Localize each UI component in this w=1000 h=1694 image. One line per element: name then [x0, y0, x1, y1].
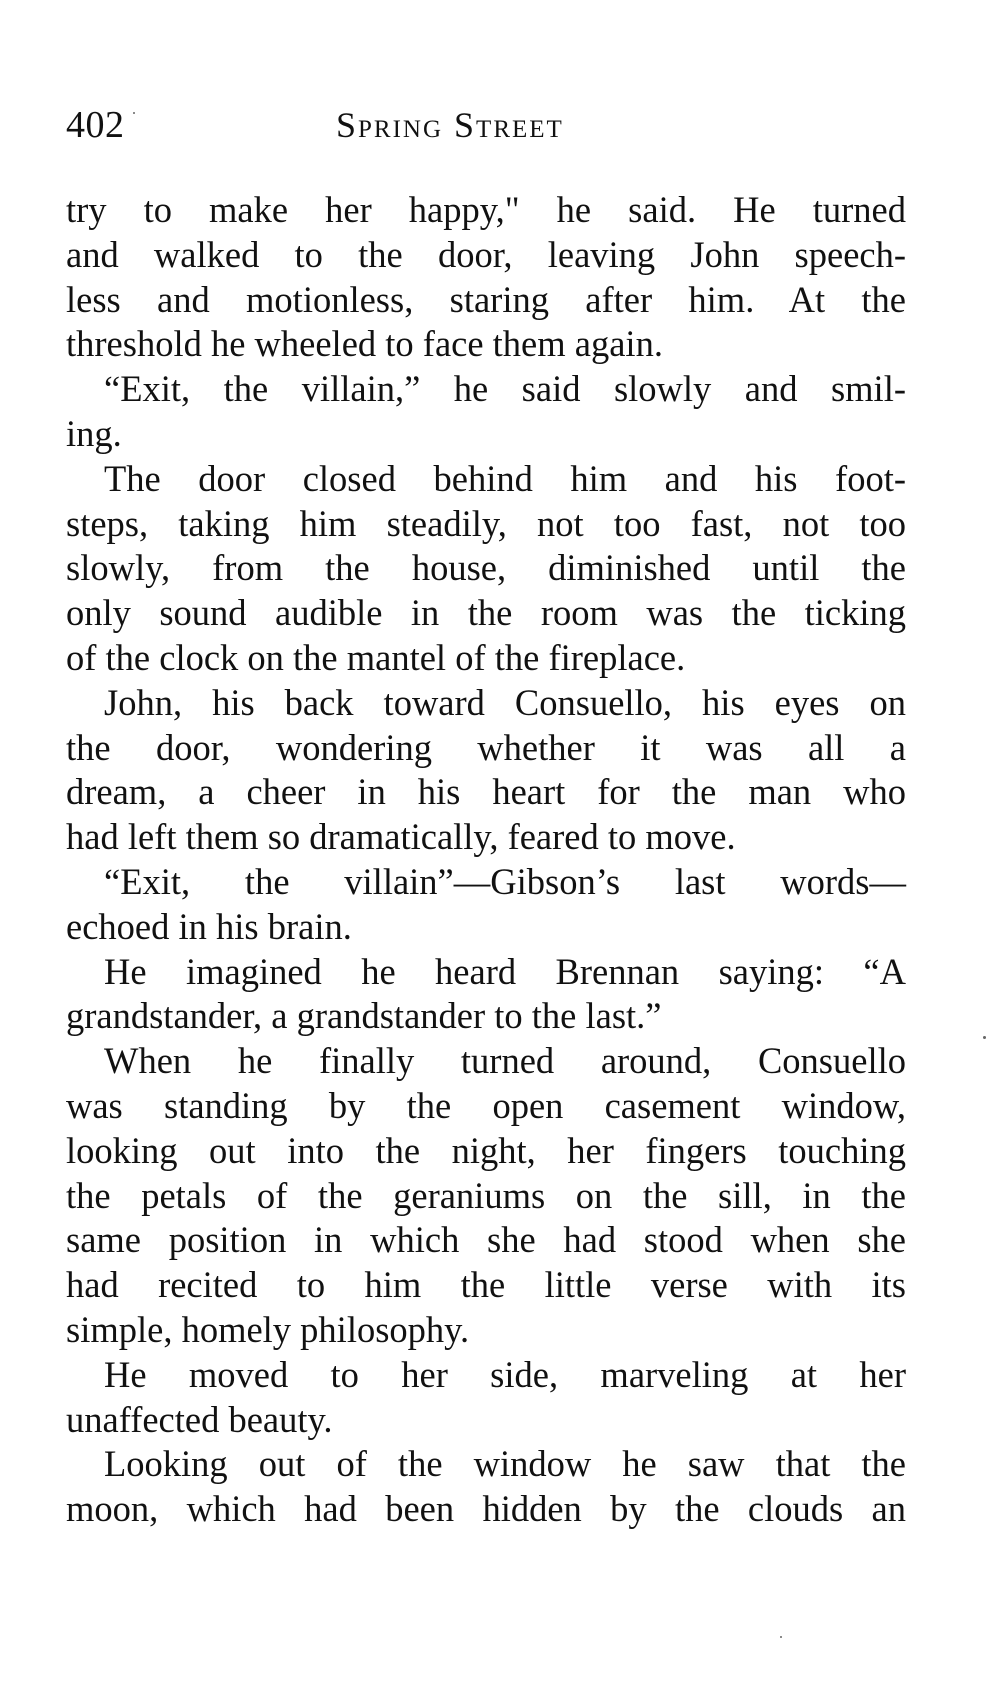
text-line: echoed in his brain.: [66, 905, 352, 947]
text-line: simple, homely philosophy.: [66, 1308, 470, 1350]
paragraph: [66, 1442, 906, 1532]
text-line: of the clock on the mantel of the fireplace.: [66, 636, 686, 678]
body-text: [66, 188, 906, 1532]
text-line: He moved to her side, marveling at her: [104, 1353, 906, 1395]
text-line: the door, wondering whether it was all a: [66, 726, 906, 768]
text-line: unaffected beauty.: [66, 1398, 333, 1440]
print-speck: [133, 112, 135, 114]
print-speck: [780, 1636, 782, 1638]
running-head: [66, 100, 906, 150]
print-speck: [983, 1036, 986, 1039]
paragraph: [66, 367, 906, 457]
text-line: He imagined he heard Brennan saying: “A: [104, 950, 906, 992]
text-line: ing.: [66, 412, 122, 454]
text-line: threshold he wheeled to face them again.: [66, 323, 663, 365]
text-line: Looking out of the window he saw that the: [104, 1443, 906, 1485]
text-line: When he finally turned around, Consuello: [104, 1040, 906, 1082]
text-line: looking out into the night, her fingers touching: [66, 1129, 906, 1171]
text-line: less and motionless, staring after him. At the: [66, 278, 906, 320]
text-line: try to make her happy," he said. He turned: [66, 189, 906, 230]
text-line: John, his back toward Consuello, his eyes on: [104, 681, 906, 723]
text-line: had left them so dramatically, feared to move.: [66, 816, 736, 858]
text-line: steps, taking him steadily, not too fast, not too: [66, 502, 906, 544]
text-line: The door closed behind him and his foot-: [104, 457, 906, 499]
text-line: slowly, from the house, diminished until the: [66, 547, 906, 589]
paragraph: [66, 457, 906, 681]
paragraph: [66, 950, 906, 1040]
text-line: moon, which had been hidden by the clouds an: [66, 1488, 906, 1530]
text-line: “Exit, the villain,” he said slowly and smil-: [104, 368, 906, 410]
paragraph: [66, 860, 906, 950]
text-line: dream, a cheer in his heart for the man who: [66, 771, 906, 813]
paragraph: [66, 681, 906, 860]
paragraph: [66, 1039, 906, 1353]
text-line: had recited to him the little verse with its: [66, 1264, 906, 1306]
paragraph: [66, 1353, 906, 1443]
text-line: same position in which she had stood when she: [66, 1219, 906, 1261]
paragraph: [66, 188, 906, 367]
text-line: and walked to the door, leaving John speech-: [66, 233, 906, 275]
page-number: 402: [66, 104, 125, 146]
text-line: “Exit, the villain”—Gibson’s last words—: [104, 860, 906, 902]
text-line: was standing by the open casement window,: [66, 1084, 906, 1126]
text-line: grandstander, a grandstander to the last.”: [66, 995, 662, 1037]
running-title: Spring Street: [336, 105, 564, 145]
text-line: the petals of the geraniums on the sill, in the: [66, 1174, 906, 1216]
text-line: only sound audible in the room was the ticking: [66, 592, 906, 634]
